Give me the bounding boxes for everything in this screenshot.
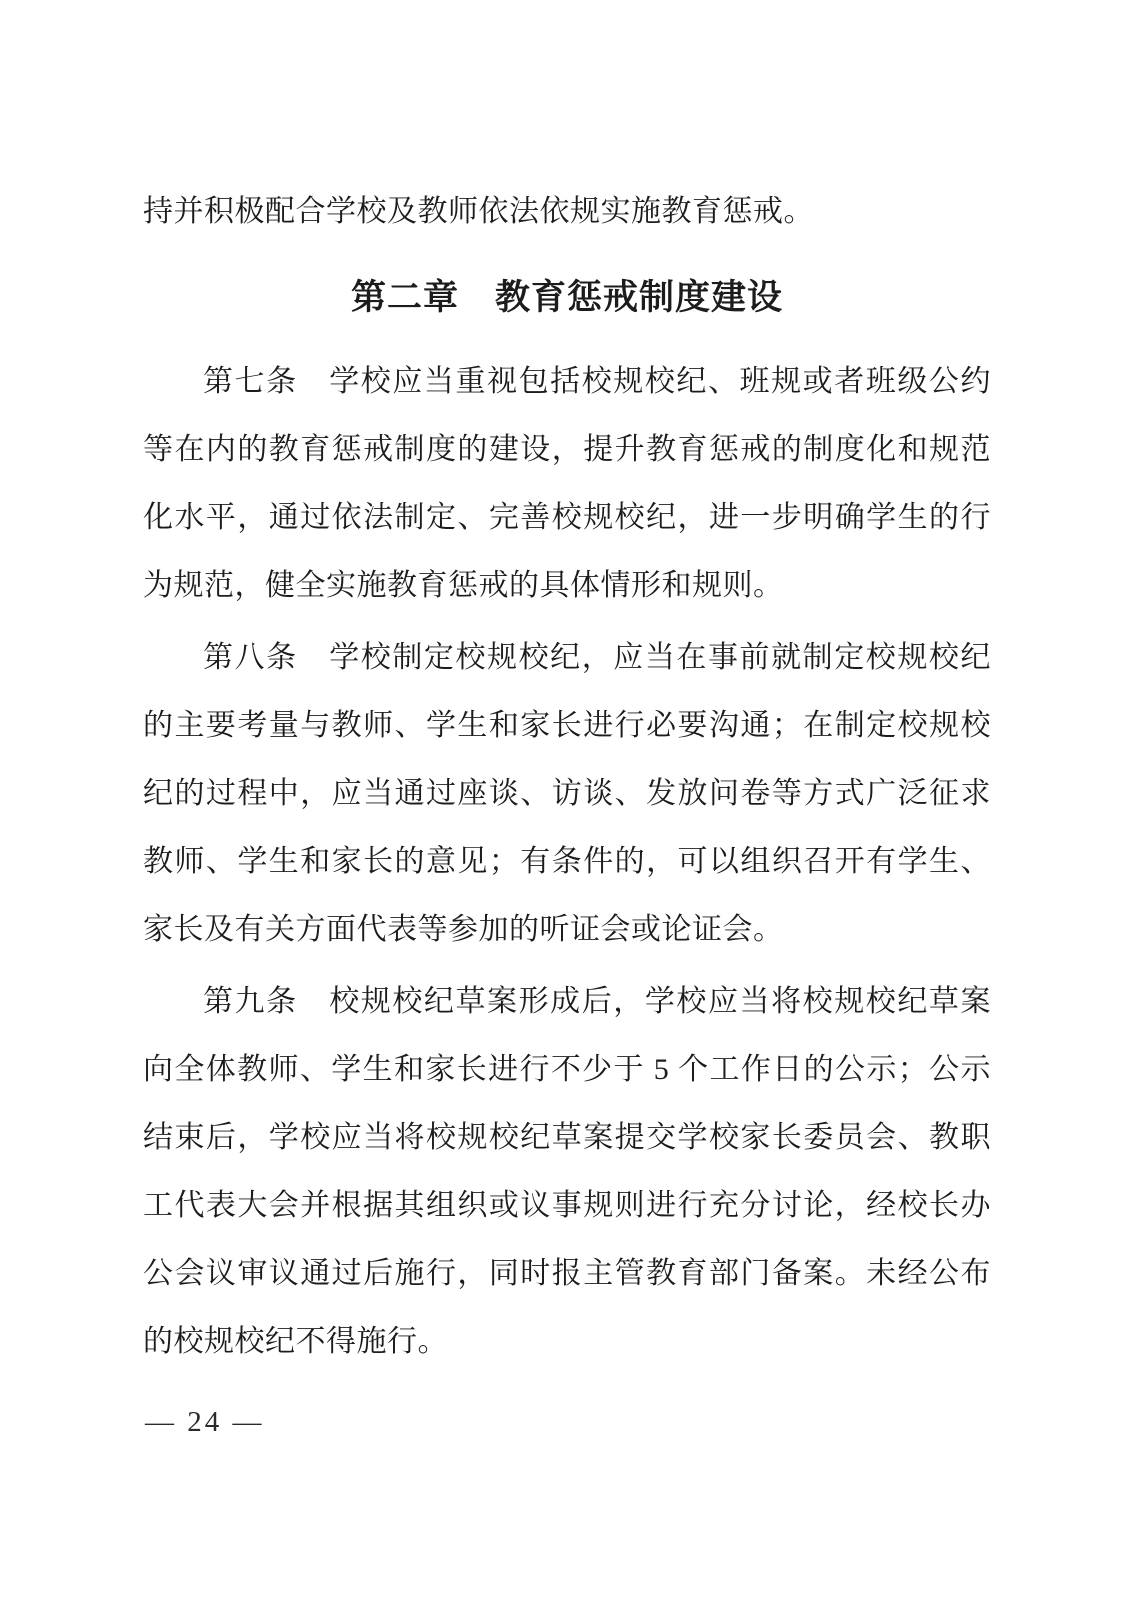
paragraph-article-7: 第七条 学校应当重视包括校规校纪、班规或者班级公约等在内的教育惩戒制度的建设，提升教育惩戒的制度化和规范化水平，通过依法制定、完善校规校纪，进一步明确学生的行为规范，健全实施教育惩戒的具体情形和规则。 <box>143 365 991 602</box>
paragraph-continuation: 持并积极配合学校及教师依法依规实施教育惩戒。 <box>143 195 814 228</box>
document-content <box>143 178 991 1376</box>
page-number: — 24 — <box>145 1406 265 1438</box>
chapter-heading: 第二章 教育惩戒制度建设 <box>350 278 783 317</box>
paragraph-article-9: 第九条 校规校纪草案形成后，学校应当将校规校纪草案向全体教师、学生和家长进行不少于 5 个工作日的公示；公示结束后，学校应当将校规校纪草案提交学校家长委员会、教职工代表大会并根据其组织或议事规则进行充分讨论，经校长办公会议审议通过后施行，同时报主管教育部门备案。未经公布的校规校纪不得施行。 <box>143 985 991 1358</box>
paragraph-article-8: 第八条 学校制定校规校纪，应当在事前就制定校规校纪的主要考量与教师、学生和家长进行必要沟通；在制定校规校纪的过程中，应当通过座谈、访谈、发放问卷等方式广泛征求教师、学生和家长的意见；有条件的，可以组织召开有学生、家长及有关方面代表等参加的听证会或论证会。 <box>143 641 991 946</box>
